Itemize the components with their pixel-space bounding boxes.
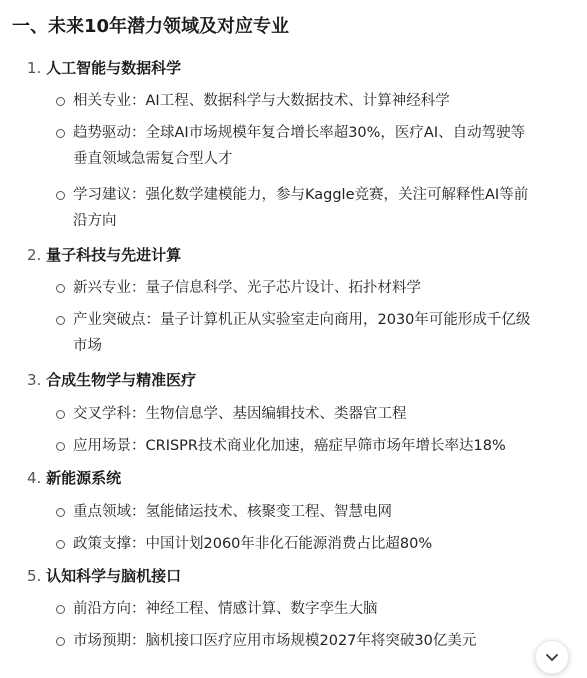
list-item: [73, 628, 579, 654]
list-item-line: 交叉学科：生物信息学、基因编辑技术、类器官工程: [73, 406, 407, 422]
list-item: [73, 88, 579, 114]
list-item-line: 相关专业：AI工程、数据科学与大数据技术、计算神经科学: [73, 93, 450, 109]
list-item-line: 政策支撑：中国计划2060年非化石能源消费占比超80%: [73, 536, 433, 552]
list-item: [73, 182, 579, 234]
section-title-text: 认知科学与脑机接口: [46, 567, 182, 585]
section-number: 2.: [27, 246, 42, 264]
list-item: [73, 401, 579, 427]
list-item-line: 产业突破点：量子计算机正从实验室走向商用，2030年可能形成千亿级: [73, 312, 531, 328]
section-number: 1.: [27, 59, 42, 77]
section-title-4: [27, 468, 121, 488]
hollow-circle-icon: [56, 508, 65, 517]
hollow-circle-icon: [56, 129, 65, 138]
section-number: 3.: [27, 371, 42, 389]
list-item-line: 应用场景：CRISPR技术商业化加速，癌症早筛市场年增长率达18%: [73, 438, 506, 454]
list-item-line: 沿方向: [73, 213, 117, 229]
hollow-circle-icon: [56, 97, 65, 106]
section-title-text: 人工智能与数据科学: [46, 59, 182, 77]
section-title-3: [27, 370, 196, 390]
list-item: [73, 120, 579, 172]
list-item-line: 市场: [73, 338, 102, 354]
hollow-circle-icon: [56, 605, 65, 614]
section-title-text: 合成生物学与精准医疗: [46, 371, 197, 389]
section-title-2: [27, 245, 181, 265]
section-title-1: [27, 58, 181, 78]
hollow-circle-icon: [56, 540, 65, 549]
list-item-line: 前沿方向：神经工程、情感计算、数字孪生大脑: [73, 601, 378, 617]
hollow-circle-icon: [56, 316, 65, 325]
hollow-circle-icon: [56, 284, 65, 293]
section-title-text: 量子科技与先进计算: [46, 246, 182, 264]
list-item-line: 学习建议：强化数学建模能力，参与Kaggle竞赛，关注可解释性AI等前: [73, 187, 529, 203]
list-item: [73, 433, 579, 459]
list-item-line: 垂直领域急需复合型人才: [73, 151, 233, 167]
hollow-circle-icon: [56, 410, 65, 419]
list-item-line: 市场预期：脑机接口医疗应用市场规模2027年将突破30亿美元: [73, 633, 477, 649]
list-item: [73, 307, 579, 359]
hollow-circle-icon: [56, 442, 65, 451]
section-title-5: [27, 566, 181, 586]
hollow-circle-icon: [56, 191, 65, 200]
hollow-circle-icon: [56, 637, 65, 646]
list-item: [73, 275, 579, 301]
list-item-line: 新兴专业：量子信息科学、光子芯片设计、拓扑材料学: [73, 280, 421, 296]
list-item: [73, 596, 579, 622]
list-item: [73, 531, 579, 557]
section-number: 4.: [27, 469, 42, 487]
section-number: 5.: [27, 567, 42, 585]
list-item-line: 重点领域：氢能储运技术、核聚变工程、智慧电网: [73, 504, 392, 520]
page-heading: 一、未来10年潜力领域及对应专业: [12, 16, 290, 37]
list-item-line: 趋势驱动：全球AI市场规模年复合增长率超30%，医疗AI、自动驾驶等: [73, 125, 526, 141]
list-item: [73, 499, 579, 525]
scroll-down-button[interactable]: [535, 640, 569, 674]
section-title-text: 新能源系统: [46, 469, 122, 487]
chevron-down-icon: [544, 649, 560, 665]
